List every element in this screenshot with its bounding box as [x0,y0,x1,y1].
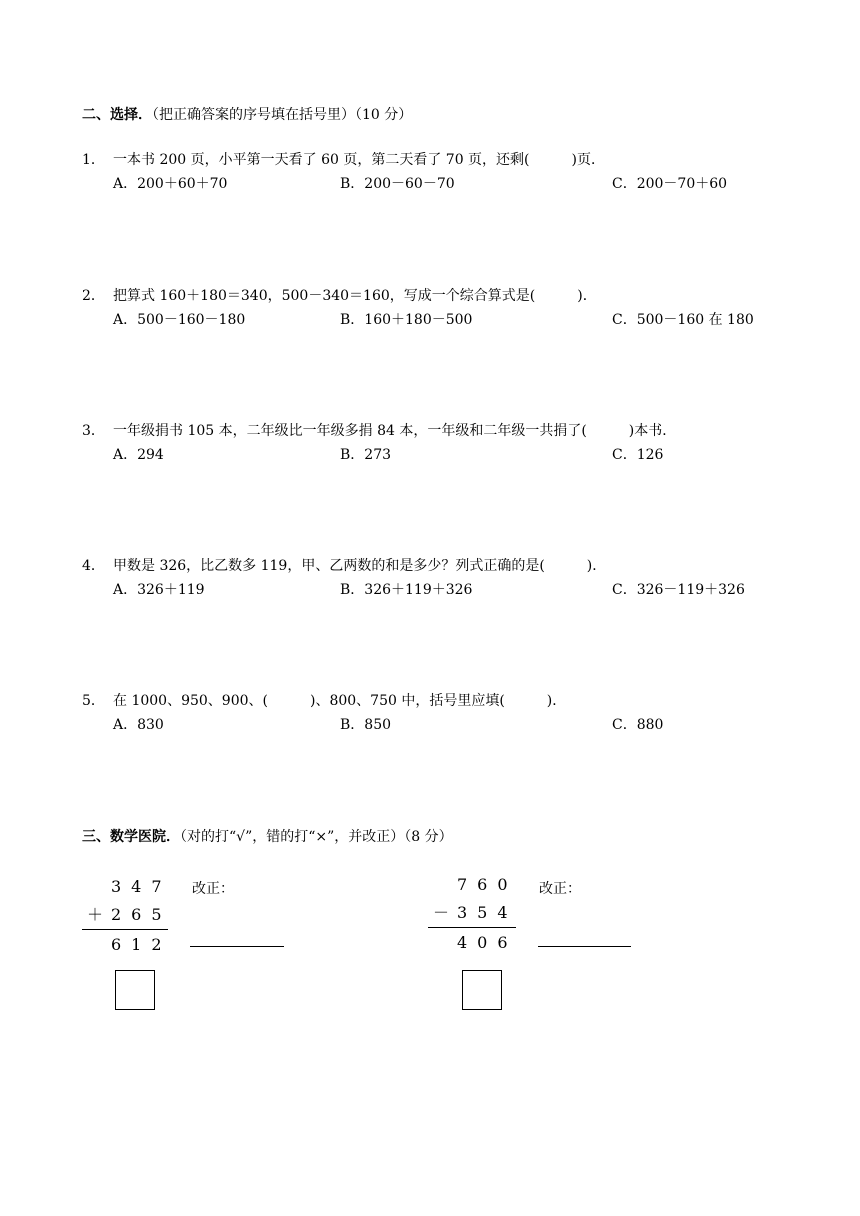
q3-number: 3． [82,423,105,439]
problem-2-result: 406 [457,933,518,952]
problem-2-correction-answer-line[interactable] [538,946,631,947]
problem-1-sum-line [82,929,168,930]
problem-2-bottom-number: 354 [457,903,518,922]
section-3-heading [82,830,453,844]
problem-1-correction-answer-line[interactable] [190,946,284,947]
q4-text: 甲数是 326，比乙数多 119，甲、乙两数的和是多少？列式正确的是( )． [113,558,607,574]
q5-option-a[interactable]: A．830 [113,717,164,733]
q2-option-a[interactable]: A．500－160－180 [113,312,246,328]
q5-text: 在 1000、950、900、( )、800、750 中，括号里应填( )． [113,693,567,709]
q2-option-c[interactable]: C．500－160 在 180 [612,312,754,328]
q4-option-c[interactable]: C．326－119＋326 [612,582,745,598]
q3-text: 一年级捐书 105 本，二年级比一年级多捐 84 本，一年级和二年级一共捐了( )本书． [113,423,677,439]
q1-option-c[interactable]: C．200－70＋60 [612,176,728,192]
q2-text: 把算式 160＋180＝340，500－340＝160，写成一个综合算式是( )． [113,288,597,304]
q5-number: 5． [82,693,105,709]
problem-2-operator: － [433,903,450,922]
section-2-heading [82,108,412,122]
q1-number: 1． [82,152,105,168]
problem-1-top-number: 347 [111,877,172,896]
q4-option-a[interactable]: A．326＋119 [113,582,205,598]
q3-option-b[interactable]: B．273 [340,447,392,463]
q3-option-c[interactable]: C．126 [612,447,664,463]
problem-2-top-number: 760 [457,875,518,894]
problem-1-result: 612 [111,935,172,954]
problem-1-correction-label: 改正： [192,881,234,897]
section-3-subtitle: （对的打“√”，错的打“×”，并改正）（8 分） [180,829,453,845]
q5-option-b[interactable]: B．850 [340,717,392,733]
q5-option-c[interactable]: C．880 [612,717,664,733]
section-3-title: 三、数学医院． [82,829,180,845]
q4-number: 4． [82,558,105,574]
problem-1-judgment-box[interactable] [115,970,155,1010]
q2-number: 2． [82,288,105,304]
q4-option-b[interactable]: B．326＋119＋326 [340,582,473,598]
section-2-title: 二、选择． [82,107,152,123]
q3-option-a[interactable]: A．294 [113,447,164,463]
q2-option-b[interactable]: B．160＋180－500 [340,312,473,328]
problem-2-judgment-box[interactable] [462,970,502,1010]
q1-option-b[interactable]: B．200－60－70 [340,176,455,192]
section-2-subtitle: （把正确答案的序号填在括号里）（10 分） [152,107,413,123]
problem-1-bottom-number: 265 [111,905,172,924]
q1-option-a[interactable]: A．200＋60＋70 [113,176,228,192]
problem-2-correction-label: 改正： [539,881,581,897]
q1-text: 一本书 200 页，小平第一天看了 60 页，第二天看了 70 页，还剩( )页． [113,152,605,168]
problem-2-difference-line [428,927,516,928]
problem-1-operator: ＋ [87,905,104,924]
